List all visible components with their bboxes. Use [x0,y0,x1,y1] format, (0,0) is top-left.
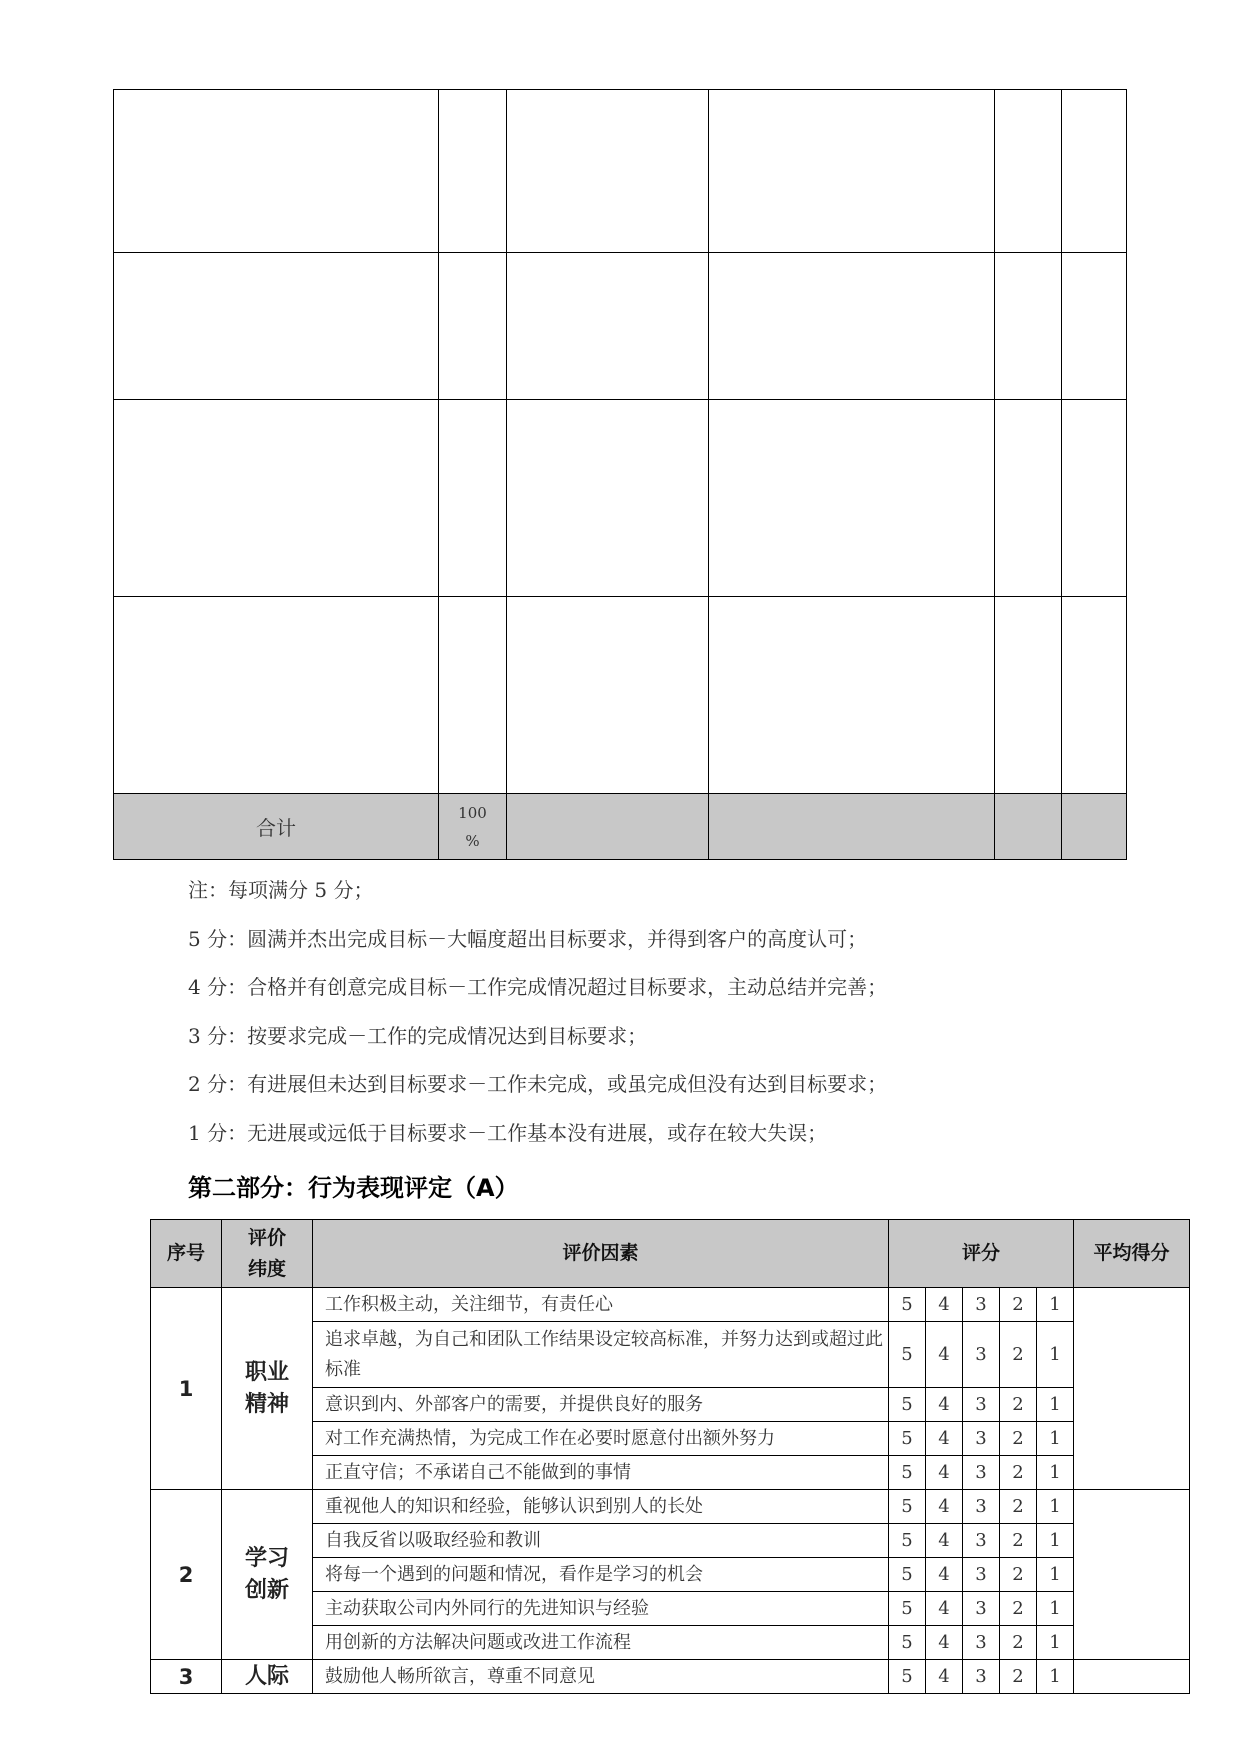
score-option-2[interactable]: 2 [1000,1660,1037,1694]
score-option-1[interactable]: 1 [1037,1660,1074,1694]
score-option-1[interactable]: 1 [1037,1288,1074,1322]
average-score-cell[interactable] [1074,1288,1190,1490]
score-option-2[interactable]: 2 [1000,1626,1037,1660]
kpi-cell[interactable] [507,253,709,400]
total-weight-unit: % [465,831,480,850]
kpi-cell[interactable] [709,400,995,597]
score-option-4[interactable]: 4 [926,1322,963,1388]
score-option-4[interactable]: 4 [926,1388,963,1422]
note-line: 1 分：无进展或远低于目标要求－工作基本没有进展，或存在较大失误； [188,1120,828,1145]
factor-text: 鼓励他人畅所欲言，尊重不同意见 [313,1660,889,1694]
score-option-5[interactable]: 5 [889,1456,926,1490]
score-option-1[interactable]: 1 [1037,1456,1074,1490]
score-option-2[interactable]: 2 [1000,1388,1037,1422]
score-option-3[interactable]: 3 [963,1490,1000,1524]
header-no: 序号 [151,1220,222,1288]
score-option-5[interactable]: 5 [889,1626,926,1660]
score-option-1[interactable]: 1 [1037,1388,1074,1422]
average-score-cell[interactable] [1074,1660,1190,1694]
factor-text: 将每一个遇到的问题和情况，看作是学习的机会 [313,1558,889,1592]
kpi-row [114,90,1127,253]
group-dimension-line1: 人际 [244,1663,289,1689]
group-dimension-line2: 精神 [244,1391,289,1417]
score-option-4[interactable]: 4 [926,1456,963,1490]
kpi-row [114,597,1127,794]
score-option-1[interactable]: 1 [1037,1322,1074,1388]
score-option-3[interactable]: 3 [963,1524,1000,1558]
note-line: 4 分：合格并有创意完成目标－工作完成情况超过目标要求，主动总结并完善； [188,975,888,999]
scoring-notes [188,866,887,1157]
kpi-total-row [114,794,1127,860]
kpi-cell[interactable] [995,253,1062,400]
total-cell[interactable] [709,794,995,860]
score-option-3[interactable]: 3 [963,1422,1000,1456]
header-factor: 评价因素 [313,1220,889,1288]
kpi-cell[interactable] [439,90,507,253]
total-cell[interactable] [1062,794,1127,860]
factor-text: 重视他人的知识和经验，能够认识到别人的长处 [313,1490,889,1524]
score-option-2[interactable]: 2 [1000,1592,1037,1626]
score-option-4[interactable]: 4 [926,1660,963,1694]
score-option-5[interactable]: 5 [889,1422,926,1456]
group-dimension [222,1288,313,1490]
factor-text: 对工作充满热情，为完成工作在必要时愿意付出额外努力 [313,1422,889,1456]
score-option-3[interactable]: 3 [963,1592,1000,1626]
factor-text: 自我反省以吸取经验和教训 [313,1524,889,1558]
header-average: 平均得分 [1074,1220,1190,1288]
kpi-cell[interactable] [709,90,995,253]
score-option-2[interactable]: 2 [1000,1422,1037,1456]
total-weight-value: 100 [458,803,487,822]
kpi-cell[interactable] [1062,90,1127,253]
kpi-cell[interactable] [114,597,439,794]
kpi-cell[interactable] [709,253,995,400]
score-option-3[interactable]: 3 [963,1558,1000,1592]
kpi-row [114,400,1127,597]
factor-text: 主动获取公司内外同行的先进知识与经验 [313,1592,889,1626]
score-option-4[interactable]: 4 [926,1626,963,1660]
behavior-table [150,1219,1190,1694]
score-option-5[interactable]: 5 [889,1558,926,1592]
kpi-cell[interactable] [709,597,995,794]
score-option-2[interactable]: 2 [1000,1558,1037,1592]
score-option-5[interactable]: 5 [889,1592,926,1626]
kpi-cell[interactable] [507,90,709,253]
score-option-3[interactable]: 3 [963,1456,1000,1490]
group-dimension-line2: 创新 [244,1577,289,1603]
note-line: 5 分：圆满并杰出完成目标－大幅度超出目标要求，并得到客户的高度认可； [188,926,868,951]
table-row [151,1288,1190,1322]
score-option-3[interactable]: 3 [963,1288,1000,1322]
score-option-5[interactable]: 5 [889,1660,926,1694]
group-number: 3 [151,1660,222,1694]
kpi-cell[interactable] [995,90,1062,253]
section-title: 第二部分：行为表现评定（A） [188,1174,519,1202]
kpi-cell[interactable] [1062,400,1127,597]
score-option-4[interactable]: 4 [926,1422,963,1456]
score-option-5[interactable]: 5 [889,1288,926,1322]
note-line: 注：每项满分 5 分； [188,878,374,902]
score-option-3[interactable]: 3 [963,1660,1000,1694]
score-option-5[interactable]: 5 [889,1524,926,1558]
total-weight [439,794,507,860]
score-option-5[interactable]: 5 [889,1322,926,1388]
group-dimension [222,1660,313,1694]
score-option-1[interactable]: 1 [1037,1524,1074,1558]
factor-text: 意识到内、外部客户的需要，并提供良好的服务 [313,1388,889,1422]
kpi-cell[interactable] [507,400,709,597]
score-option-4[interactable]: 4 [926,1558,963,1592]
group-dimension [222,1490,313,1660]
kpi-cell[interactable] [114,400,439,597]
kpi-cell[interactable] [1062,597,1127,794]
score-option-3[interactable]: 3 [963,1626,1000,1660]
kpi-cell[interactable] [439,253,507,400]
kpi-cell[interactable] [995,400,1062,597]
header-dimension [222,1220,313,1288]
kpi-cell[interactable] [995,597,1062,794]
group-number: 2 [151,1490,222,1660]
score-option-4[interactable]: 4 [926,1288,963,1322]
factor-text: 工作积极主动，关注细节，有责任心 [313,1288,889,1322]
score-option-5[interactable]: 5 [889,1490,926,1524]
group-number: 1 [151,1288,222,1490]
score-option-2[interactable]: 2 [1000,1524,1037,1558]
group-dimension-line1: 职业 [244,1359,289,1385]
note-line: 2 分：有进展但未达到目标要求－工作未完成，或虽完成但没有达到目标要求； [188,1072,888,1096]
score-option-4[interactable]: 4 [926,1490,963,1524]
score-option-4[interactable]: 4 [926,1592,963,1626]
score-option-1[interactable]: 1 [1037,1490,1074,1524]
total-label: 合计 [114,794,439,860]
kpi-cell[interactable] [439,400,507,597]
header-dimension-line1: 评价 [247,1226,286,1249]
kpi-cell[interactable] [114,253,439,400]
note-line: 3 分：按要求完成－工作的完成情况达到目标要求； [188,1023,648,1048]
score-option-3[interactable]: 3 [963,1322,1000,1388]
header-score: 评分 [889,1220,1074,1288]
score-option-2[interactable]: 2 [1000,1456,1037,1490]
kpi-row [114,253,1127,400]
score-option-1[interactable]: 1 [1037,1592,1074,1626]
header-dimension-line2: 纬度 [247,1257,286,1280]
factor-text: 正直守信；不承诺自己不能做到的事情 [313,1456,889,1490]
factor-text: 用创新的方法解决问题或改进工作流程 [313,1626,889,1660]
score-option-2[interactable]: 2 [1000,1490,1037,1524]
average-score-cell[interactable] [1074,1490,1190,1660]
group-dimension-line1: 学习 [244,1545,289,1571]
score-option-3[interactable]: 3 [963,1388,1000,1422]
score-option-4[interactable]: 4 [926,1524,963,1558]
score-option-2[interactable]: 2 [1000,1288,1037,1322]
kpi-cell[interactable] [114,90,439,253]
kpi-cell[interactable] [507,597,709,794]
score-option-5[interactable]: 5 [889,1388,926,1422]
score-option-1[interactable]: 1 [1037,1626,1074,1660]
table-row [151,1490,1190,1524]
kpi-cell[interactable] [1062,253,1127,400]
score-option-1[interactable]: 1 [1037,1558,1074,1592]
total-cell[interactable] [507,794,709,860]
score-option-2[interactable]: 2 [1000,1322,1037,1388]
kpi-table [113,89,1127,860]
kpi-cell[interactable] [439,597,507,794]
total-cell[interactable] [995,794,1062,860]
factor-text: 追求卓越，为自己和团队工作结果设定较高标准，并努力达到或超过此标准 [313,1322,889,1388]
score-option-1[interactable]: 1 [1037,1422,1074,1456]
table-row [151,1660,1190,1694]
header-row [151,1220,1190,1288]
